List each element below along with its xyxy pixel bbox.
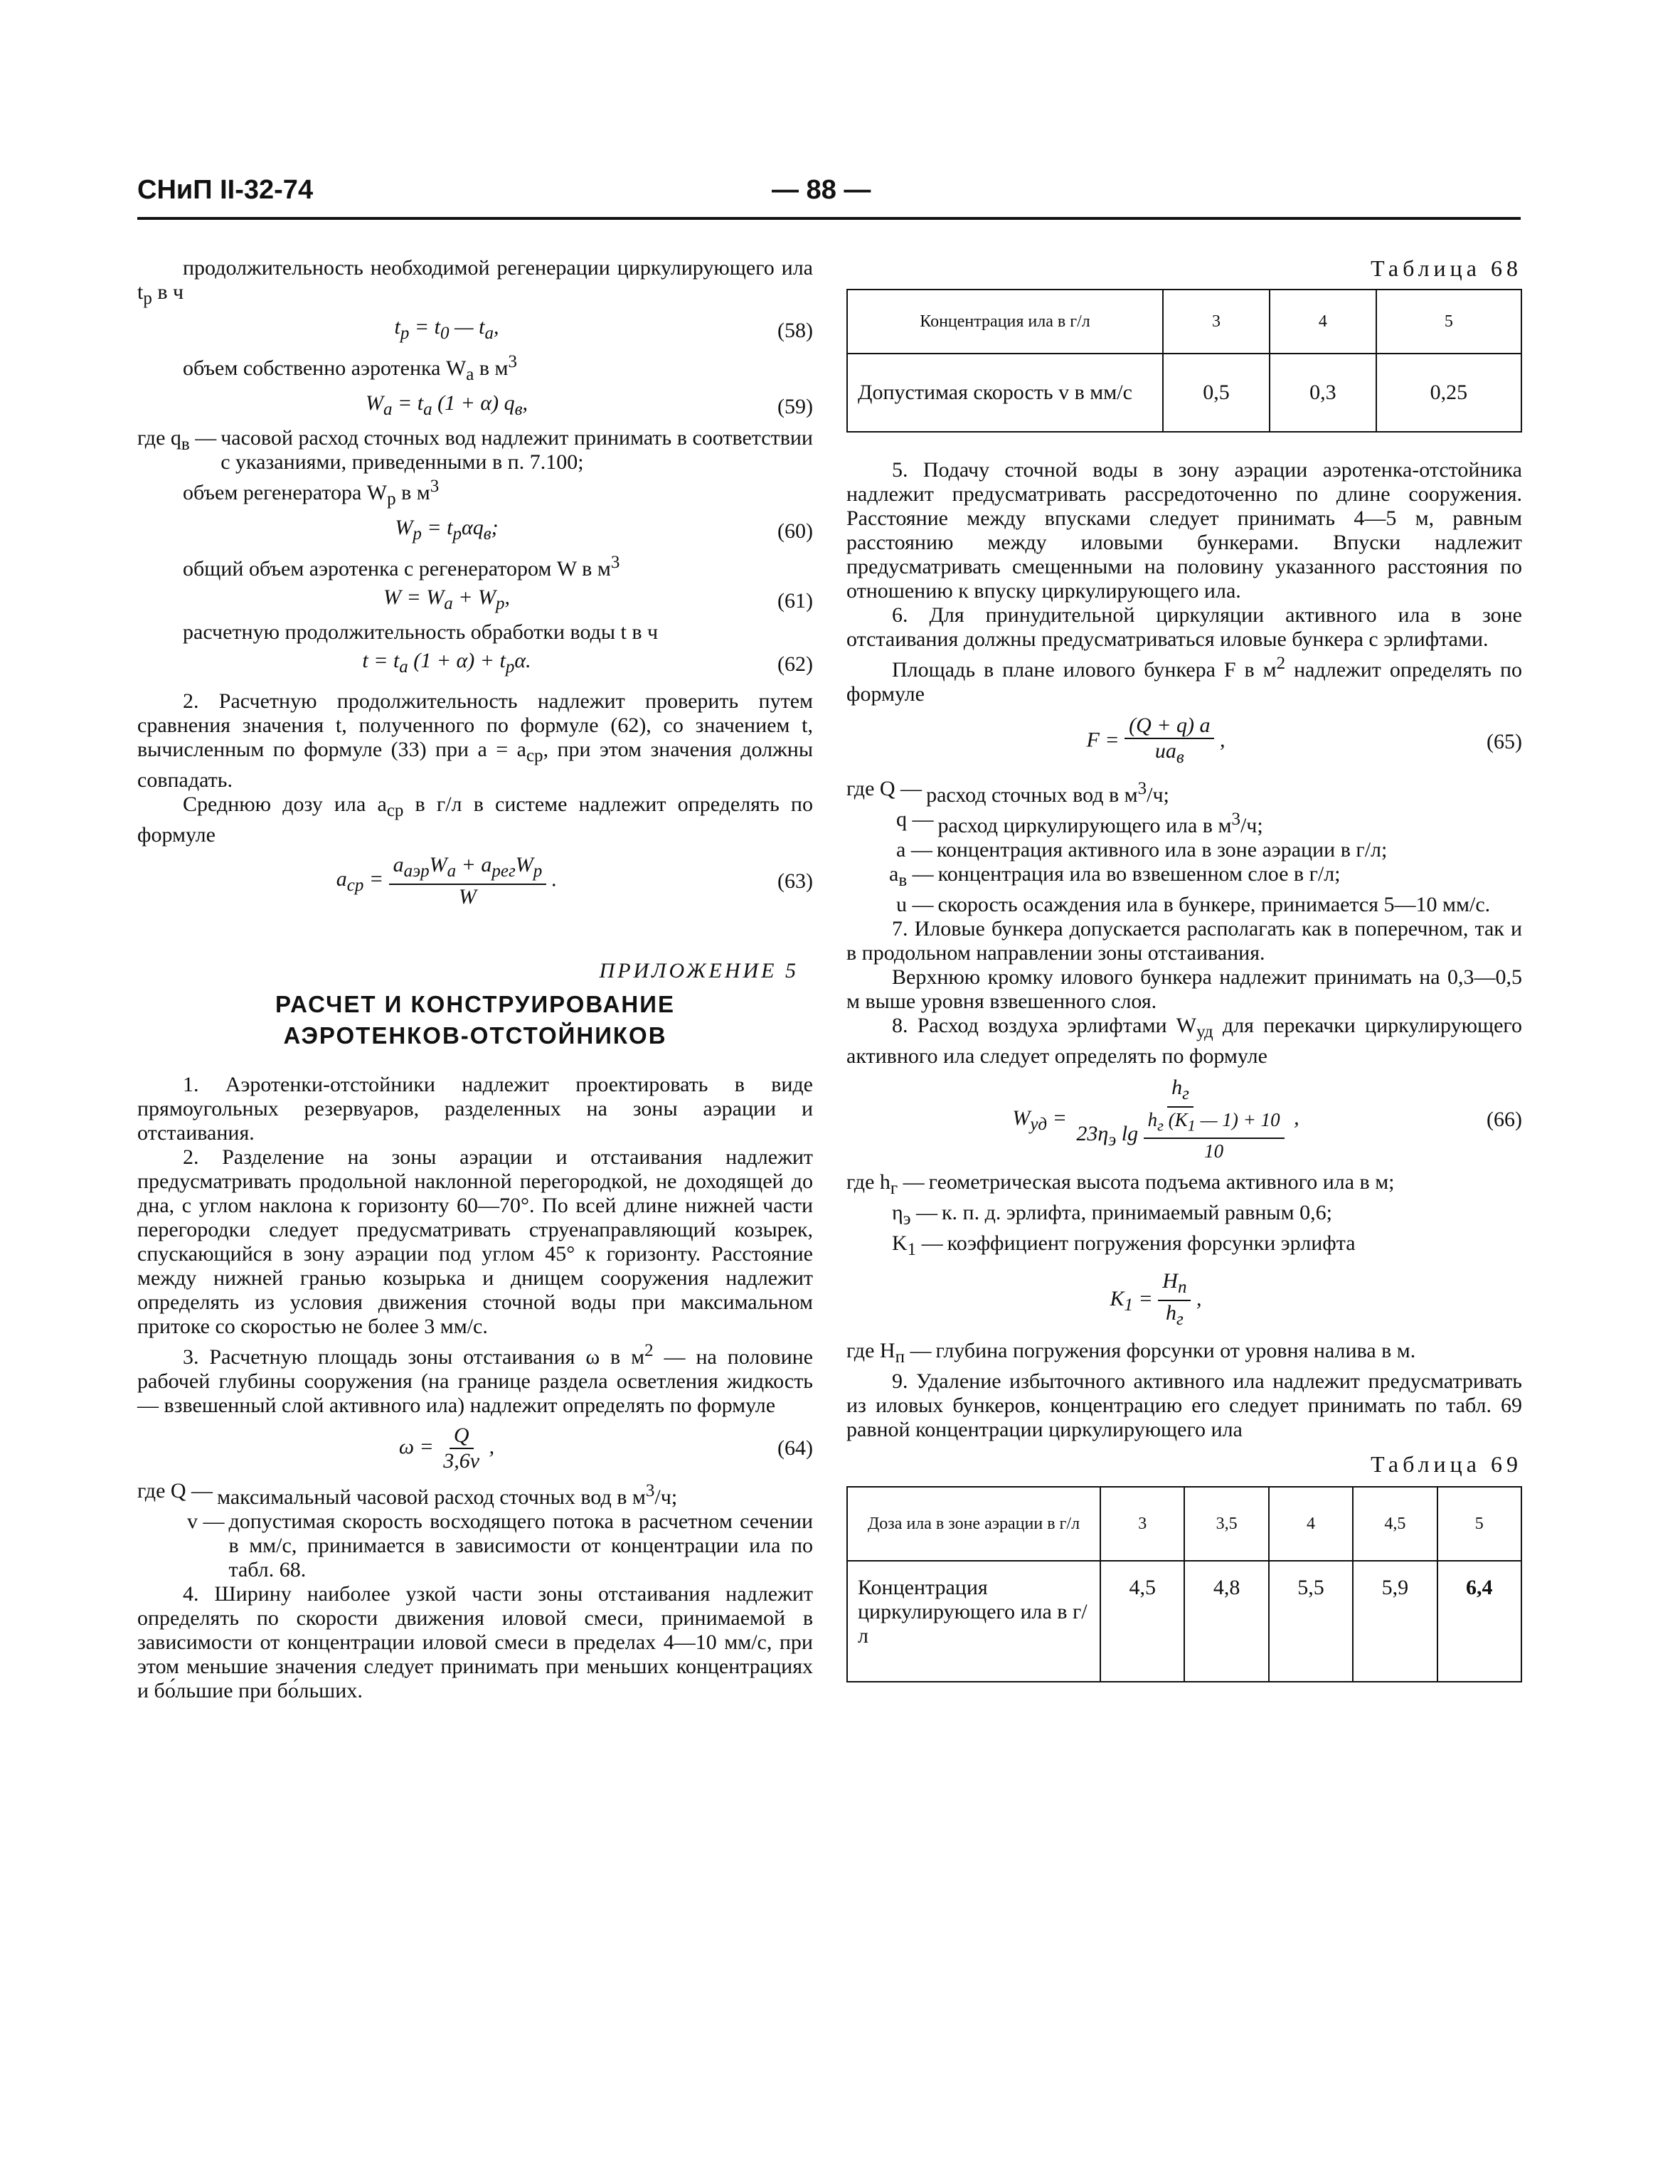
- table-header-cell: 3,5: [1184, 1487, 1268, 1561]
- formula-expression: $a_{ср}$ = $\frac{a_{аэр}W_а + a_{рег}W_р}{W}$ .: [336, 853, 558, 908]
- paragraph: 6. Для принудительной циркуляции активного ила в зоне отстаивания должны предусматриваться иловые бункера с эрлифтами.: [846, 603, 1522, 651]
- formula-66: [846, 1076, 1522, 1163]
- formula-number: (61): [777, 588, 813, 613]
- legend-text: расход циркулирующего ила в $м^3/ч$;: [937, 810, 1263, 837]
- legend-item: [846, 1170, 1522, 1201]
- paragraph: 4. Ширину наиболее узкой части зоны отстаивания надлежит определять по скорости движения иловой смеси, принимаемой в зависимости от концентрации иловой смеси в пределах 4—10 мм/с, при этом меньшие значения следует принимать при меньших концентрациях и бо́льшие при бо́льших.: [137, 1582, 813, 1702]
- legend-item: [846, 807, 1522, 838]
- legend-text: максимальный часовой расход сточных вод в $м^3/ч$;: [217, 1481, 678, 1509]
- formula-59: [137, 391, 813, 422]
- legend-text: концентрация активного ила в зоне аэрации в г/л;: [936, 838, 1388, 862]
- numerator: $h_г$: [1167, 1076, 1193, 1108]
- legend-item: [846, 1201, 1522, 1231]
- formula-expression: $K_1$ = $\frac{H_п}{h_г}$ ,: [846, 1269, 1465, 1332]
- denominator: $h_г$: [1166, 1301, 1184, 1330]
- legend-symbol: v —: [187, 1510, 225, 1533]
- header-rule: [137, 217, 1521, 220]
- left-column: [137, 256, 813, 1703]
- legend-item: [846, 777, 1522, 807]
- table-header-cell: 4: [1270, 290, 1376, 354]
- legend-symbol: где $h_г$ —: [846, 1170, 925, 1199]
- table-69: [846, 1486, 1522, 1682]
- formula-number: (62): [777, 652, 813, 676]
- legend-symbol: $\eta_э$ —: [892, 1201, 937, 1229]
- legend-text: допустимая скорость восходящего потока в расчетном сечении в мм/с, принимается в зависимости от концентрации ила по табл. 68.: [228, 1510, 813, 1581]
- formula-expression: $W_{уд}$ = $h_г$ $23\eta_э$ lg $\frac{h_г (K_1 — 1) + 10}{10}$ ,: [1012, 1076, 1299, 1162]
- paragraph: 8. Расход воздуха эрлифтами $W_{уд}$ для перекачки циркулирующего активного ила следует определять по формуле: [846, 1014, 1522, 1068]
- formula-expression: F = $\frac{(Q + q) a}{ua_в}$ ,: [846, 714, 1465, 770]
- table-row-label: Допустимая скорость v в мм/с: [847, 354, 1163, 432]
- table-row-label: Концентрация циркулирующего ила в г/л: [847, 1561, 1100, 1682]
- denominator: 10: [1204, 1140, 1224, 1162]
- denominator: W: [458, 885, 477, 908]
- table-68-caption: Таблица 68: [1371, 255, 1522, 281]
- legend-symbol: где Q —: [137, 1479, 213, 1502]
- paragraph: расчетную продолжительность обработки воды t в ч: [183, 620, 659, 644]
- legend-symbol: $K_1$ —: [892, 1231, 943, 1260]
- table-cell: 6,4: [1437, 1561, 1521, 1682]
- appendix-label: ПРИЛОЖЕНИЕ 5: [599, 959, 799, 982]
- legend-text: к. п. д. эрлифта, принимаемый равным 0,6;: [941, 1201, 1332, 1225]
- table-header-cell: 5: [1376, 290, 1521, 354]
- formula-58: [137, 315, 813, 346]
- inner-fraction: [1144, 1108, 1285, 1163]
- numerator: $h_г$ ($K_1$ — 1) + 10: [1144, 1108, 1285, 1139]
- formula-k1: [846, 1269, 1522, 1332]
- table-cell: 0,3: [1270, 354, 1376, 432]
- formula-number: (63): [777, 869, 813, 893]
- running-header-code: СНиП II-32-74: [137, 175, 314, 205]
- legend-text: скорость осаждения ила в бункере, принимается 5—10 мм/с.: [937, 893, 1491, 916]
- paragraph: 5. Подачу сточной воды в зону аэрации аэротенка-отстойника надлежит предусматривать рассредоточенно по длине сооружения. Расстояние между впусками следует принимать 4—5 м, равным расстоянию между иловыми бункерами. Впуски надлежит предусматривать смещенными на половину указанного расстояния по отношению к впуску циркулирующего ила.: [846, 458, 1522, 603]
- formula-number: (60): [777, 519, 813, 543]
- table-cell: 5,9: [1353, 1561, 1437, 1682]
- legend-symbol: где $H_п$ —: [846, 1339, 932, 1367]
- formula-expression: ω = $\frac{Q}{3,6v}$ ,: [398, 1424, 495, 1473]
- legend-item: [137, 1510, 813, 1582]
- legend-text: концентрация ила во взвешенном слое в г/л;: [937, 862, 1341, 886]
- numerator: (Q + q) a: [1125, 714, 1214, 739]
- formula-expression: $t = t_а$ $(1 + \alpha) + t_р\alpha$.: [362, 649, 531, 677]
- paragraph: 9. Удаление избыточного активного ила надлежит предусматривать из иловых бункеров, концентрацию его следует принимать по табл. 69 равной концентрации циркулирующего ила: [846, 1369, 1522, 1442]
- formula-number: (58): [777, 318, 813, 342]
- paragraph: объем регенератора $W_р$ в $м^3$: [183, 477, 440, 509]
- numerator: Q: [450, 1424, 474, 1449]
- formula-number: (66): [1487, 1107, 1522, 1131]
- legend-item: [137, 426, 813, 475]
- paragraph: Площадь в плане илового бункера F в $м^2$ надлежит определять по формуле: [846, 654, 1522, 706]
- table-cell: 0,5: [1163, 354, 1270, 432]
- paragraph: 2. Разделение на зоны аэрации и отстаивания надлежит предусматривать продольной наклонной перегородкой, не доходящей до дна, с углом наклона к горизонту 60—70°. По всей длине нижней части перегородки следует предусматривать струенаправляющий козырек, спускающийся в зону аэрации под углом 45° к горизонту. Расстояние между нижней гранью козырька и днищем сооружения надлежит определять из условия движения сточной воды при максимальном притоке со скоростью не более 3 мм/с.: [137, 1145, 813, 1338]
- legend-item: [137, 1479, 813, 1510]
- right-column: [846, 256, 1522, 1682]
- section-title-line: АЭРОТЕНКОВ-ОТСТОЙНИКОВ: [283, 1022, 667, 1049]
- numerator: $H_п$: [1158, 1269, 1191, 1301]
- denominator: [1072, 1108, 1288, 1163]
- table-header-cell: Доза ила в зоне аэрации в г/л: [847, 1487, 1100, 1561]
- formula-62: [137, 649, 813, 679]
- legend-text: геометрическая высота подъема активного ила в м;: [928, 1170, 1395, 1194]
- table-69-caption: Таблица 69: [1371, 1451, 1522, 1478]
- legend-text: глубина погружения форсунки от уровня налива в м.: [935, 1339, 1416, 1363]
- formula-61: [137, 585, 813, 616]
- table-cell: 4,8: [1184, 1561, 1268, 1682]
- legend-item: [846, 1231, 1522, 1262]
- legend-symbol: $a_в$ —: [889, 862, 934, 890]
- legend-item: [846, 893, 1522, 917]
- paragraph: 1. Аэротенки-отстойники надлежит проектировать в виде прямоугольных резервуаров, разделенных на зоны аэрации и отстаивания.: [137, 1073, 813, 1145]
- formula-lhs: $a_{ср}$ =: [336, 867, 384, 896]
- paragraph: продолжительность необходимой регенерации циркулирующего ила $t_р$ в ч: [137, 256, 813, 308]
- table-header-cell: 4: [1269, 1487, 1353, 1561]
- formula-number: (64): [777, 1436, 813, 1460]
- legend-item: [846, 838, 1522, 862]
- denominator: 3,6v: [443, 1449, 480, 1473]
- legend-symbol: q —: [896, 807, 934, 831]
- paragraph: 3. Расчетную площадь зоны отстаивания ω в $м^2$ — на половине рабочей глубины сооружения (на границе раздела осветления жидкость — взвешенный слой активного ила) надлежит определять по формуле: [137, 1341, 813, 1417]
- legend-text: коэффициент погружения форсунки эрлифта: [947, 1231, 1356, 1256]
- fraction: [1125, 714, 1214, 770]
- fraction: [439, 1424, 484, 1473]
- formula-expression: $W_а = t_а$ (1 + α) $q_в$,: [366, 391, 528, 419]
- formula-lhs: $W_{уд}$ =: [1012, 1106, 1067, 1134]
- paragraph: объем собственно аэротенка $W_а$ в $м^3$: [183, 352, 518, 384]
- section-title-line: РАСЧЕТ И КОНСТРУИРОВАНИЕ: [275, 991, 675, 1017]
- table-header-cell: 5: [1437, 1487, 1521, 1561]
- formula-number: (59): [777, 394, 813, 418]
- legend-item: [846, 862, 1522, 893]
- legend-symbol: где Q —: [846, 777, 923, 800]
- legend-text: расход сточных вод в $м^3/ч$;: [926, 779, 1169, 807]
- table-header-cell: 4,5: [1353, 1487, 1437, 1561]
- paragraph: Среднюю дозу ила $a_{ср}$ в г/л в системе надлежит определять по формуле: [137, 793, 813, 847]
- table-cell: 4,5: [1100, 1561, 1184, 1682]
- legend-symbol: где $q_в$ —: [137, 426, 217, 454]
- numerator: $a_{аэр}W_а + a_{рег}W_р$: [389, 853, 547, 885]
- formula-expression: $W = W_а + W_р$,: [383, 585, 510, 613]
- table-cell: 5,5: [1269, 1561, 1353, 1682]
- table-header-cell: 3: [1163, 290, 1270, 354]
- formula-lhs: ω =: [398, 1434, 434, 1458]
- formula-expression: $t_р = t_0$ — $t_а$,: [394, 315, 499, 343]
- paragraph: Верхнюю кромку илового бункера надлежит принимать на 0,3—0,5 м выше уровня взвешенного слоя.: [846, 965, 1522, 1013]
- formula-63: [137, 853, 813, 909]
- fraction: [1158, 1269, 1191, 1332]
- fraction: [389, 853, 547, 909]
- denominator: $ua_в$: [1154, 739, 1184, 767]
- legend-text: часовой расход сточных вод надлежит принимать в соответствии с указаниями, приведенными в п. 7.100;: [220, 426, 813, 474]
- table-header-cell: Концентрация ила в г/л: [847, 290, 1163, 354]
- formula-lhs: $K_1$ =: [1110, 1287, 1153, 1315]
- legend-item: [846, 1339, 1522, 1369]
- formula-64: [137, 1424, 813, 1473]
- formula-65: [846, 714, 1522, 770]
- table-68: [846, 289, 1522, 433]
- formula-number: (65): [1487, 729, 1522, 753]
- legend-symbol: a —: [896, 838, 932, 862]
- paragraph: 2. Расчетную продолжительность надлежит проверить путем сравнения значения t, полученного по формуле (62), со значением t, вычисленным по формуле (33) при $a = a_{ср}$, при этом значения должны совпадать.: [137, 689, 813, 792]
- denominator-prefix: $23\eta_э$ lg: [1076, 1122, 1139, 1150]
- formula-60: [137, 516, 813, 546]
- fraction: [1072, 1076, 1288, 1163]
- table-cell: 0,25: [1376, 354, 1521, 432]
- table-header-cell: 3: [1100, 1487, 1184, 1561]
- page-number: — 88 —: [772, 175, 871, 205]
- formula-expression: $W_р = t_р\alpha q_в$;: [395, 516, 499, 544]
- legend-symbol: u —: [896, 893, 934, 916]
- paragraph: 7. Иловые бункера допускается располагать как в поперечном, так и в продольном направлении зоны отстаивания.: [846, 917, 1522, 965]
- paragraph: общий объем аэротенка с регенератором W в $м^3$: [183, 553, 620, 581]
- formula-lhs: F =: [1086, 728, 1120, 752]
- section-title: [137, 989, 813, 1051]
